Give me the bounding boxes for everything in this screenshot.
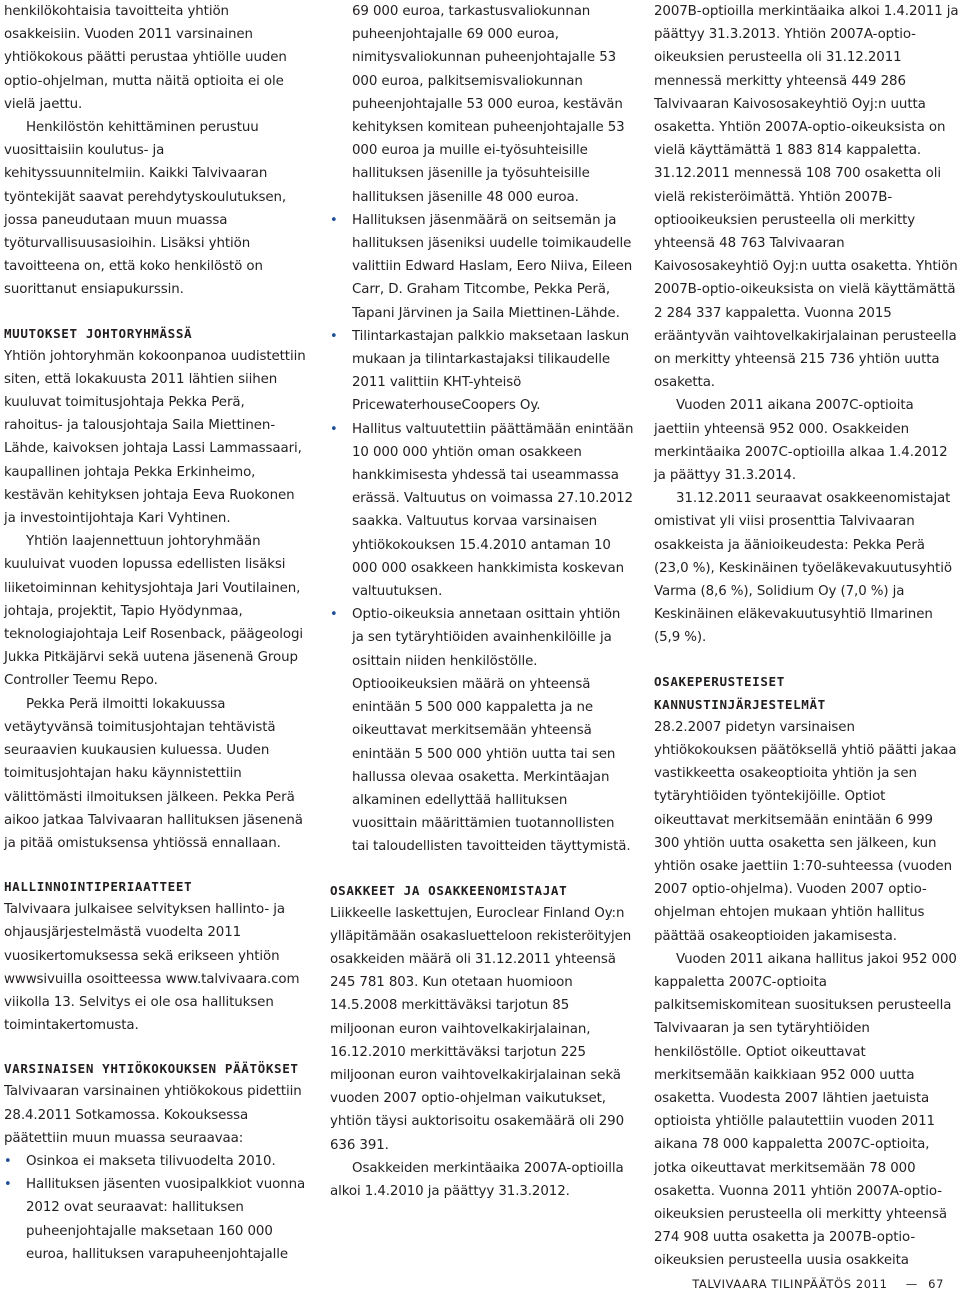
- paragraph-option-program: 28.2.2007 pidetyn varsinaisen yhtiökokouksen päätöksellä yhtiö päätti jakaa vastikkeetta osakeoptioita yhtiön ja sen tytäryhtiöiden työntekijöille. Optiot oikeuttavat merkitsemään enintään 6 999 300 yhtiön uutta osaketta sen jälkeen, kun yhtiön osake jaettiin 1:70-suhteessa (vuoden 2007 optio-ohjelma). Vuoden 2007 optio-ohjelman ehtojen mukaan yhtiön hallitus päättää osakeoptioiden jakamisesta.: [654, 719, 957, 944]
- column-left: [4, 0, 306, 1266]
- paragraph-options-granted: Vuoden 2011 aikana hallitus jakoi 952 000 kappaletta 2007C-optioita palkitsemiskomitean suosituksen perusteella Talvivaaran ja sen tytäryhtiöiden henkilöstölle. Optiot oikeuttavat merkitsemään kaikkiaan 952 000 uutta osaketta. Vuodesta 2007 lähtien jaetuista optioista yhtiölle palautettiin vuoden 2011 aikana 78 000 kappaletta 2007C-optioita, jotka oikeuttavat merkitsemään 78 000 osaketta. Vuonna 2011 yhtiön 2007A-optio-oikeuksien perusteella oli merkitty yhteensä 274 908 uutta osaketta ja 2007B-optio-oikeuksien perusteella uusia osakkeita: [654, 951, 957, 1269]
- list-item: [330, 209, 634, 325]
- heading-line-2: KANNUSTINJÄRJESTELMÄT: [654, 696, 826, 712]
- paragraph-subscription-period: Osakkeiden merkintäaika 2007A-optioilla alkoi 1.4.2010 ja päättyy 31.3.2012.: [330, 1160, 624, 1199]
- list-item: [330, 603, 634, 858]
- list-item-text: Optio-oikeuksia annetaan osittain yhtiön ja sen tytäryhtiöiden avainhenkilöille ja osittain niiden henkilöstölle. Optiooikeuksien määrä on yhteensä enintään 5 500 000 kappaletta ja ne oikeuttavat merkitsemään yhteensä enintään 5 500 000 yhtiön uutta tai sen hallussa olevaa osaketta. Merkintäajan alkaminen edellyttää hallituksen vuosittain määrittämien tuotannollisten tai taloudellisten tavoitteiden täyttymistä.: [352, 607, 631, 855]
- list-item-text: Hallituksen jäsenmäärä on seitsemän ja hallituksen jäseniksi uudelle toimikaudelle valittiin Edward Haslam, Eero Niiva, Eileen Carr, D. Graham Titcombe, Pekka Perä, Tapani Järvinen ja Saila Miettinen-Lähde.: [352, 212, 633, 321]
- heading-shares-shareholders: OSAKKEET JA OSAKKEENOMISTAJAT: [330, 882, 568, 898]
- agm-decision-list-continued: [330, 209, 634, 859]
- paragraph-2007c-options: Vuoden 2011 aikana 2007C-optioita jaettiin yhteensä 952 000. Osakkeiden merkintäaika 2007C-optioilla alkaa 1.4.2012 ja päättyy 31.3.2014.: [654, 398, 948, 484]
- paragraph-share-count: Liikkeelle laskettujen, Euroclear Finland Oy:n ylläpitämään osakasluetteloon rekisteröityjen osakkeiden määrä oli 31.12.2011 yhteensä 245 781 803. Kun otetaan huomioon 14.5.2008 merkittäväksi tarjotun 85 miljoonan euron vaihtovelkakirjalainan, 16.12.2010 merkittäväksi tarjotun 225 miljoonan euron vaihtovelkakirjalainan sekä vuoden 2007 optio-ohjelman vaikutukset, yhtiön täysi auktorisoitu osakemäärä oli 290 636 391.: [330, 905, 632, 1153]
- heading-agm-decisions: VARSINAISEN YHTIÖKOKOUKSEN PÄÄTÖKSET: [4, 1061, 299, 1077]
- paragraph-ceo-resignation: Pekka Perä ilmoitti lokakuussa vetäytyvänsä toimitusjohtajan tehtävistä seuraavien kuukausien kuluessa. Uuden toimitusjohtajan haku käynnistettiin välittömästi ilmoituksen jälkeen. Pekka Perä aikoo jatkaa Talvivaaran hallituksen jäsenenä ja pitää omistuksensa yhtiössä ennallaan.: [4, 696, 303, 851]
- bullet-icon: •: [330, 212, 338, 228]
- heading-governance: HALLINNOINTIPERIAATTEET: [4, 879, 193, 895]
- list-item-text: Tilintarkastajan palkkio maksetaan laskun mukaan ja tilintarkastajaksi tilikaudelle 2011 valittiin KHT-yhteisö PricewaterhouseCoopers Oy.: [352, 328, 630, 414]
- column-right: [654, 0, 960, 1273]
- bullet-icon: •: [330, 421, 338, 437]
- paragraph-agm-intro: Talvivaaran varsinainen yhtiökokous pidettiin 28.4.2011 Sotkamossa. Kokouksessa päätettiin muun muassa seuraavaa:: [4, 1084, 302, 1146]
- paragraph-extended-management: Yhtiön laajennettuun johtoryhmään kuuluivat vuoden lopussa edellisten lisäksi liiketoiminnan kehitysjohtaja Jari Voutilainen, johtaja, projektit, Tapio Hyödynmaa, teknologiajohtaja Leif Rosenback, päägeologi Jukka Pitkäjärvi sekä uutena jäsenenä Group Controller Teemu Repo.: [4, 534, 303, 689]
- list-item: [330, 325, 634, 418]
- list-item: [4, 1150, 306, 1173]
- paragraph-personnel-training: Henkilöstön kehittäminen perustuu vuosittaisiin koulutus- ja kehityssuunnitelmiin. Kaikki Talvivaaran työntekijät saavat perehdytyskoulutuksen, jossa paneudutaan muun muassa työturvallisuusasioihin. Lisäksi yhtiön tavoitteena on, että koko henkilöstö on suorittanut ensiapukurssin.: [4, 120, 287, 298]
- page-footer: [692, 1277, 944, 1291]
- bullet-icon: •: [330, 607, 338, 623]
- heading-management-changes: MUUTOKSET JOHTORYHMÄSSÄ: [4, 325, 193, 341]
- list-item-text: Osinkoa ei makseta tilivuodelta 2010.: [26, 1153, 276, 1169]
- list-item-text: Hallitus valtuutettiin päättämään enintään 10 000 000 yhtiön oman osakkeen hankkimisesta yhdessä tai useammassa erässä. Valtuutus on voimassa 27.10.2012 saakka. Valtuutus korvaa varsinaisen yhtiökokouksen 15.4.2010 antaman 10 000 000 osakkeen hankkimista koskevan valtuutuksen.: [352, 421, 634, 600]
- bullet-icon: •: [330, 328, 338, 344]
- heading-line-1: OSAKEPERUSTEISET: [654, 673, 785, 689]
- list-item: [330, 418, 634, 604]
- list-item-text: Hallituksen jäsenten vuosipalkkiot vuonna 2012 ovat seuraavat: hallituksen puheenjohtajalle maksetaan 160 000 euroa, hallituksen varapuheenjohtajalle: [26, 1177, 306, 1262]
- heading-share-based-incentives: [654, 670, 960, 716]
- page-number: 67: [928, 1277, 944, 1291]
- paragraph-management-team: Yhtiön johtoryhmän kokoonpanoa uudistettiin siten, että lokakuusta 2011 lähtien siihen kuuluvat toimitusjohtaja Pekka Perä, rahoitus- ja talousjohtaja Saila Miettinen-Lähde, kaivoksen johtaja Lassi Lammassaari, kaupallinen johtaja Pekka Erkinheimo, kestävän kehityksen johtaja Eeva Ruokonen ja investointijohtaja Kari Vyhtinen.: [4, 348, 306, 527]
- footer-title: TALVIVAARA TILINPÄÄTÖS 2011: [692, 1277, 888, 1291]
- bullet-icon: •: [4, 1177, 12, 1193]
- paragraph-major-shareholders: 31.12.2011 seuraavat osakkeenomistajat omistivat yli viisi prosenttia Talvivaaran osakkeista ja äänioikeudesta: Pekka Perä (23,0 %), Keskinäinen työeläkevakuutusyhtiö Varma (8,6 %), Solidium Oy (7,0 %) ja Keskinäinen eläkevakuutusyhtiö Ilmarinen (5,9 %).: [654, 491, 952, 646]
- list-item: [4, 1173, 306, 1266]
- paragraph-personnel-goals: henkilökohtaisia tavoitteita yhtiön osakkeisiin. Vuoden 2011 varsinainen yhtiökokous päätti perustaa yhtiölle uuden optio-ohjelman, mutta näitä optioita ei ole vielä jaettu.: [4, 4, 287, 112]
- agm-decision-list: [4, 1150, 306, 1266]
- bullet-icon: •: [4, 1153, 12, 1169]
- paragraph-governance: Talvivaara julkaisee selvityksen hallinto- ja ohjausjärjestelmästä vuodelta 2011 vuosikertomuksessa sekä erikseen yhtiön wwwsivuilla osoitteessa www.talvivaara.com viikolla 13. Selvitys ei ole osa hallituksen toimintakertomusta.: [4, 902, 300, 1034]
- column-middle: [330, 0, 634, 1203]
- footer-separator: —: [905, 1277, 918, 1291]
- paragraph-option-subscriptions: 2007B-optioilla merkintäaika alkoi 1.4.2011 ja päättyy 31.3.2013. Yhtiön 2007A-optio-oikeuksien perusteella oli 31.12.2011 mennessä merkitty yhteensä 449 286 Talvivaaran Kaivososakeyhtiö Oyj:n uutta osaketta. Yhtiön 2007A-optio-oikeuksista on vielä käyttämättä 1 883 814 kappaletta. 31.12.2011 mennessä 108 700 osaketta oli vielä rekisteröimättä. Yhtiön 2007B-optiooikeuksien perusteella oli merkitty yhteensä 48 763 Talvivaaran Kaivososakeyhtiö Oyj:n uutta osaketta. Yhtiön 2007B-optio-oikeuksista on vielä käyttämättä 2 284 337 kappaletta. Vuonna 2015 erääntyvän vaihtovelkakirjalainan perusteella on merkitty yhteensä 215 736 yhtiön uutta osaketta.: [654, 4, 959, 391]
- paragraph-board-fees-continued: 69 000 euroa, tarkastusvaliokunnan puheenjohtajalle 69 000 euroa, nimitysvaliokunnan puheenjohtajalle 53 000 euroa, palkitsemisvaliokunnan puheenjohtajalle 53 000 euroa, kestävän kehityksen komitean puheenjohtajalle 53 000 euroa ja muille ei-työsuhteisille hallituksen jäsenille ja työsuhteisille hallituksen jäsenille 48 000 euroa.: [352, 4, 625, 205]
